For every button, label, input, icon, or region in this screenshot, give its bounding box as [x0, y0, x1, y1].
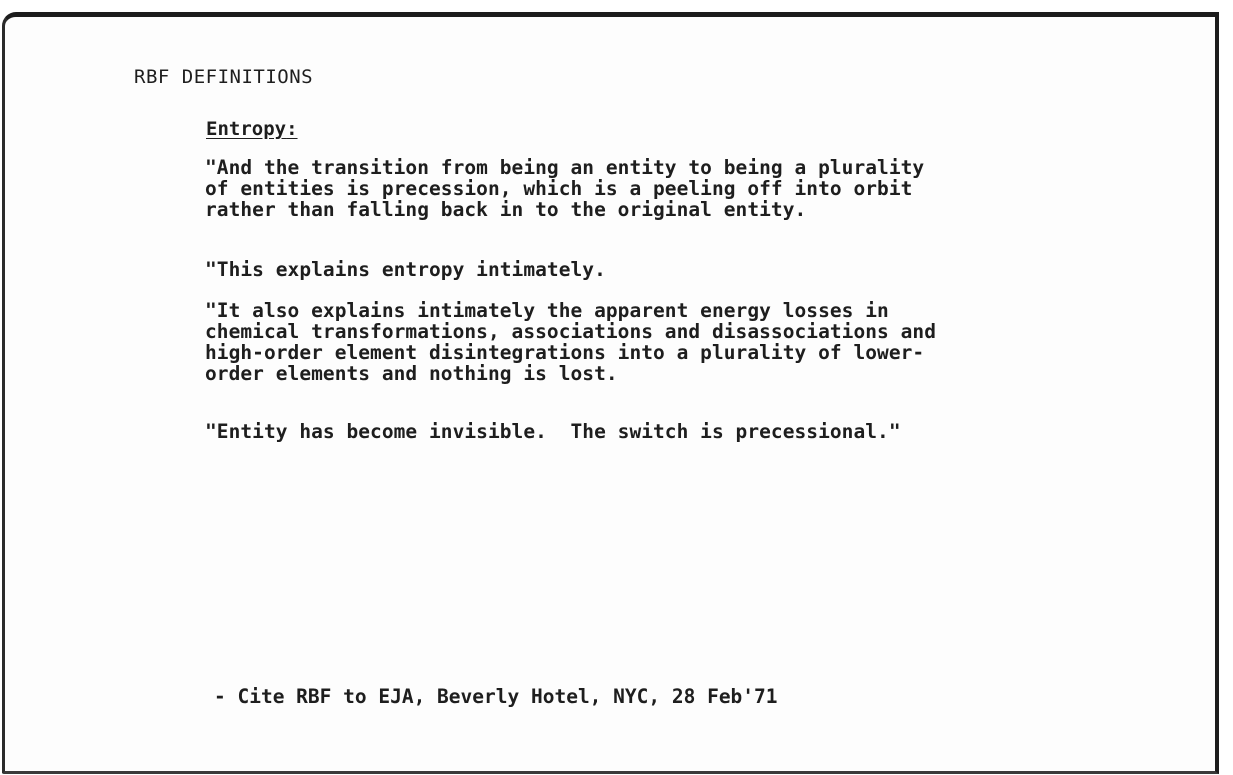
definition-term	[206, 118, 298, 140]
definition-paragraph-2: "This explains entropy intimately.	[205, 258, 606, 281]
term-colon: :	[286, 118, 298, 140]
card-heading: RBF DEFINITIONS	[134, 66, 314, 88]
definition-paragraph-4: "Entity has become invisible. The switch is precessional."	[205, 420, 901, 443]
definition-paragraph-3: "It also explains intimately the apparent energy losses in chemical transformations, associations and disassociations and high-order element disintegrations into a plurality of lower- order elements and nothing is lost.	[205, 299, 936, 385]
term-label: Entropy	[206, 118, 287, 140]
definition-paragraph-1: "And the transition from being an entity to being a plurality of entities is precession, which is a peeling off into orbit rather than falling back in to the original entity.	[205, 156, 925, 221]
index-card	[2, 12, 1219, 774]
citation-line: - Cite RBF to EJA, Beverly Hotel, NYC, 28 Feb'71	[214, 685, 778, 708]
